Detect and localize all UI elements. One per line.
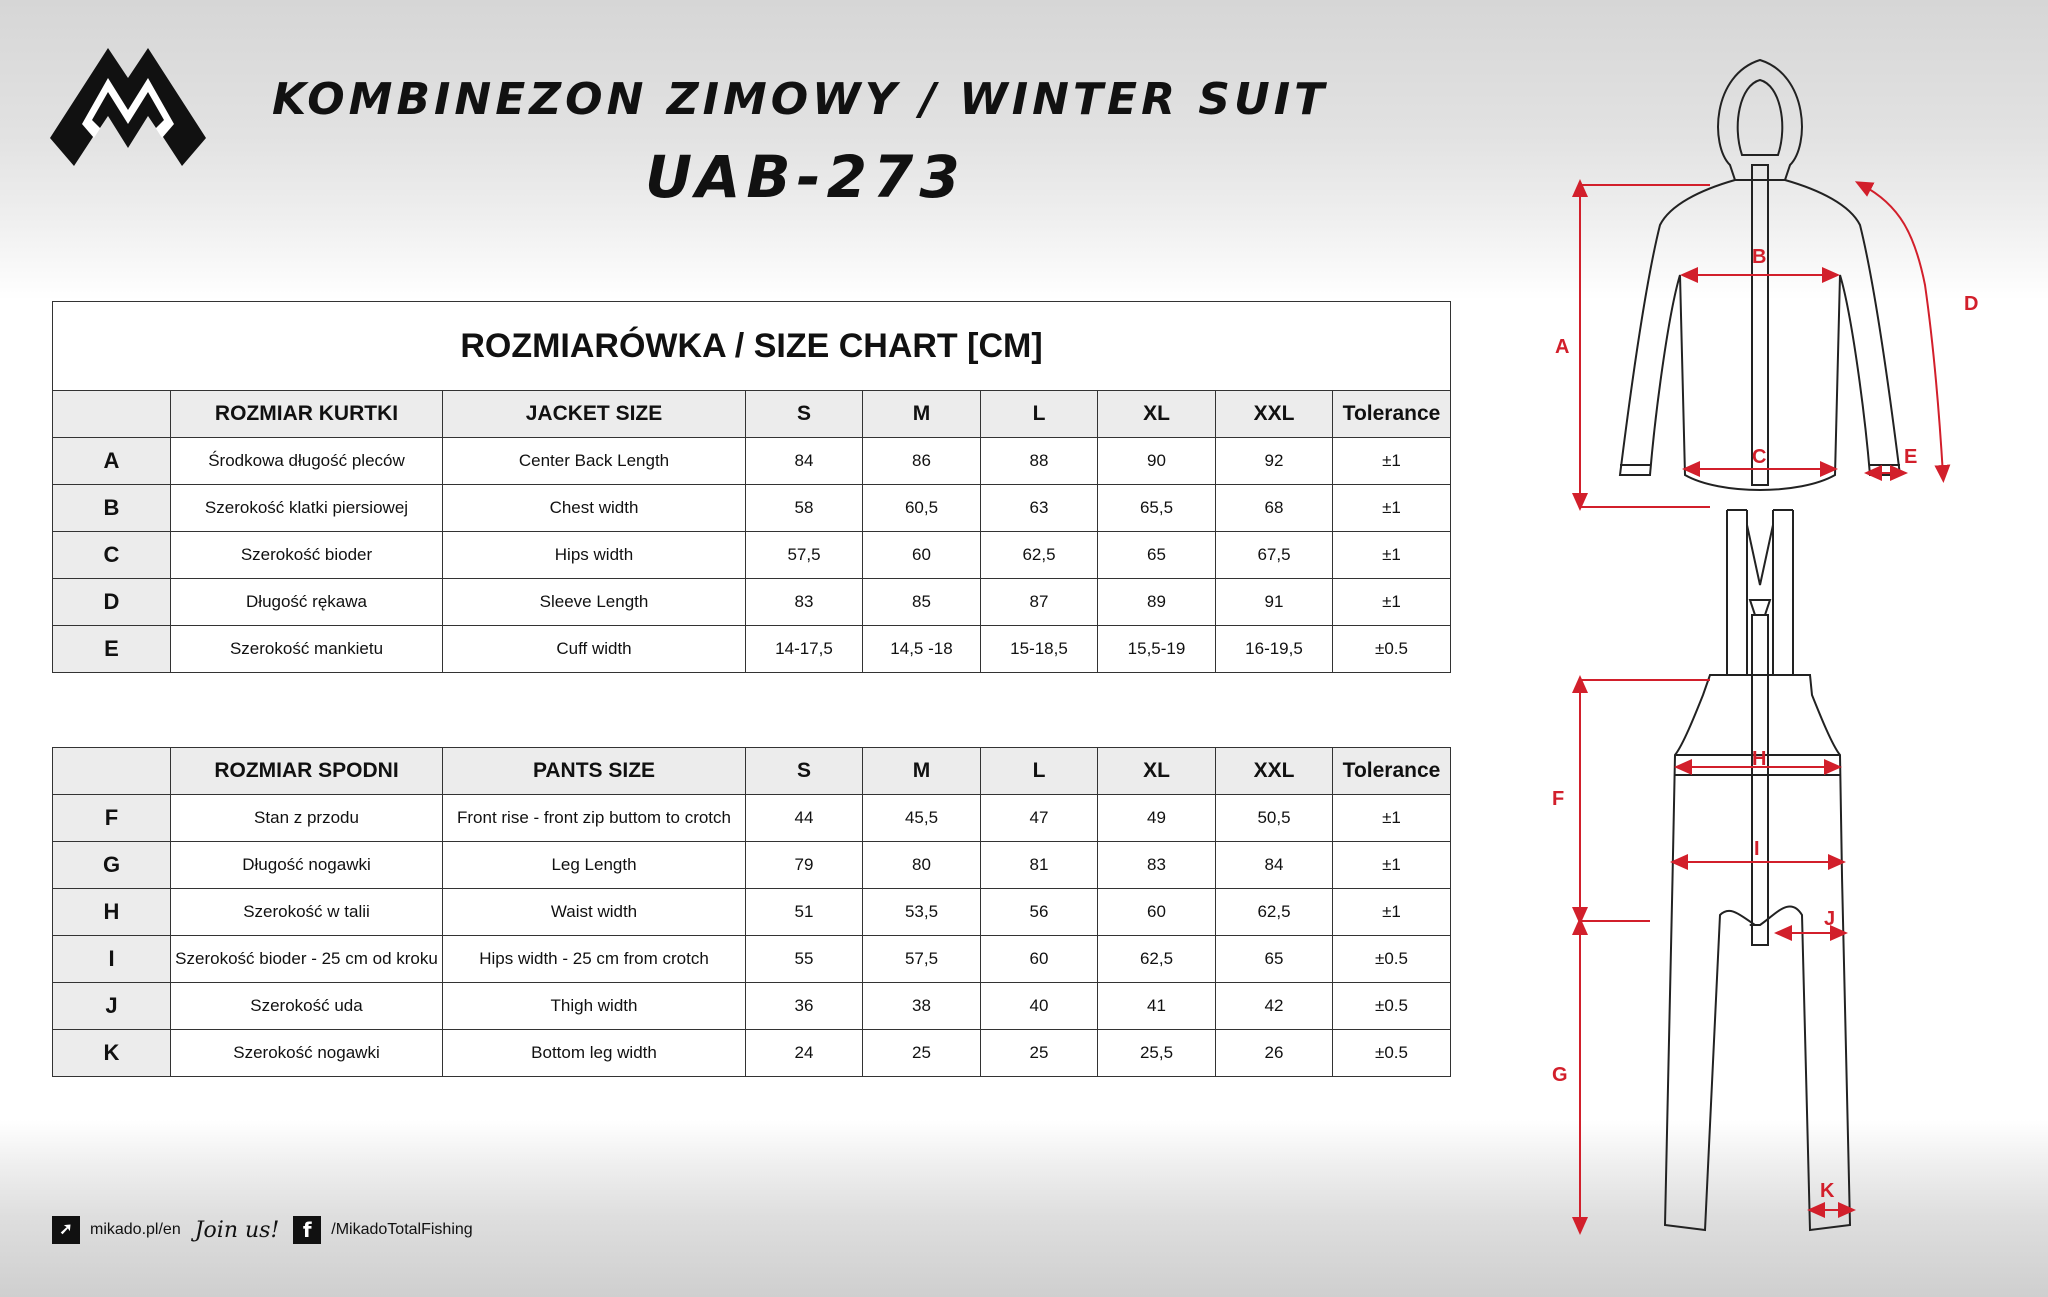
table-cell: 53,5 — [863, 889, 981, 936]
table-cell: 92 — [1216, 438, 1333, 485]
measurement-label: Center Back Length — [443, 438, 746, 485]
row-code: C — [53, 532, 171, 579]
table-cell: 50,5 — [1216, 795, 1333, 842]
table-cell: 60 — [863, 532, 981, 579]
table-row — [53, 983, 1451, 1030]
column-header: Tolerance — [1333, 748, 1451, 795]
table-row — [53, 936, 1451, 983]
table-row — [53, 889, 1451, 936]
table-cell: 84 — [1216, 842, 1333, 889]
label-h: H — [1752, 748, 1767, 770]
measurement-label: Front rise - front zip buttom to crotch — [443, 795, 746, 842]
label-a: A — [1555, 336, 1570, 358]
table-cell: 60 — [1098, 889, 1216, 936]
size-chart-caption: ROZMIARÓWKA / SIZE CHART [CM] — [53, 302, 1451, 391]
model-number: UAB-273 — [645, 143, 966, 211]
column-header: M — [863, 391, 981, 438]
table-cell: 47 — [981, 795, 1098, 842]
table-row — [53, 438, 1451, 485]
slogan: Join us! — [194, 1217, 280, 1243]
table-row — [53, 842, 1451, 889]
measurement-label: Środkowa długość pleców — [171, 438, 443, 485]
column-header: JACKET SIZE — [443, 391, 746, 438]
table-cell: 16-19,5 — [1216, 626, 1333, 673]
table-cell: 36 — [746, 983, 863, 1030]
label-e: E — [1904, 446, 1918, 468]
table-cell: 45,5 — [863, 795, 981, 842]
table-cell: 85 — [863, 579, 981, 626]
table-row — [53, 485, 1451, 532]
table-cell: ±1 — [1333, 438, 1451, 485]
table-cell: 90 — [1098, 438, 1216, 485]
column-header: L — [981, 748, 1098, 795]
facebook-link[interactable]: /MikadoTotalFishing — [331, 1221, 473, 1238]
measurement-label: Hips width — [443, 532, 746, 579]
table-cell: 51 — [746, 889, 863, 936]
table-header-row — [53, 748, 1451, 795]
table-cell: 87 — [981, 579, 1098, 626]
label-i: I — [1754, 838, 1760, 860]
row-code: K — [53, 1030, 171, 1077]
measurement-label: Sleeve Length — [443, 579, 746, 626]
table-cell: ±0.5 — [1333, 983, 1451, 1030]
column-header: ROZMIAR KURTKI — [171, 391, 443, 438]
measurement-lines — [1580, 185, 1943, 1227]
table-cell: 57,5 — [863, 936, 981, 983]
table-cell: 60 — [981, 936, 1098, 983]
measurement-label: Chest width — [443, 485, 746, 532]
table-cell: 38 — [863, 983, 981, 1030]
table-cell: 44 — [746, 795, 863, 842]
table-cell: 84 — [746, 438, 863, 485]
column-header: ROZMIAR SPODNI — [171, 748, 443, 795]
table-cell: 49 — [1098, 795, 1216, 842]
table-cell: ±1 — [1333, 532, 1451, 579]
row-code: E — [53, 626, 171, 673]
column-header: S — [746, 391, 863, 438]
table-cell: 65 — [1098, 532, 1216, 579]
table-cell: 14-17,5 — [746, 626, 863, 673]
column-header: XL — [1098, 391, 1216, 438]
table-cell: 56 — [981, 889, 1098, 936]
measurement-label: Długość nogawki — [171, 842, 443, 889]
pants-outline — [1665, 510, 1850, 1230]
table-cell: ±0.5 — [1333, 1030, 1451, 1077]
facebook-icon[interactable]: f — [293, 1216, 321, 1244]
label-g: G — [1552, 1064, 1568, 1086]
table-cell: 60,5 — [863, 485, 981, 532]
measurement-label: Waist width — [443, 889, 746, 936]
table-cell: 86 — [863, 438, 981, 485]
column-header: Tolerance — [1333, 391, 1451, 438]
table-cell: 62,5 — [1098, 936, 1216, 983]
table-cell: ±1 — [1333, 889, 1451, 936]
table-cell: 65 — [1216, 936, 1333, 983]
row-code: D — [53, 579, 171, 626]
table-cell: 25,5 — [1098, 1030, 1216, 1077]
table-row — [53, 795, 1451, 842]
measurement-label: Szerokość mankietu — [171, 626, 443, 673]
label-b: B — [1752, 246, 1767, 268]
column-header: S — [746, 748, 863, 795]
table-cell: 83 — [746, 579, 863, 626]
label-f: F — [1552, 788, 1565, 810]
column-header: XXL — [1216, 748, 1333, 795]
table-cell: 91 — [1216, 579, 1333, 626]
table-cell: ±0.5 — [1333, 936, 1451, 983]
column-header: M — [863, 748, 981, 795]
label-d: D — [1964, 293, 1979, 315]
measurement-label: Hips width - 25 cm from crotch — [443, 936, 746, 983]
measurement-label: Szerokość uda — [171, 983, 443, 1030]
table-cell: 15,5-19 — [1098, 626, 1216, 673]
row-code: H — [53, 889, 171, 936]
table-header-row — [53, 391, 1451, 438]
measurement-label: Szerokość nogawki — [171, 1030, 443, 1077]
measurement-label: Szerokość w talii — [171, 889, 443, 936]
table-cell: ±1 — [1333, 579, 1451, 626]
table-cell: 79 — [746, 842, 863, 889]
table-cell: 41 — [1098, 983, 1216, 1030]
page-title: KOMBINEZON ZIMOWY / WINTER SUIT — [272, 74, 1329, 125]
table-cell: 57,5 — [746, 532, 863, 579]
table-cell: ±1 — [1333, 842, 1451, 889]
row-code: F — [53, 795, 171, 842]
table-cell: ±1 — [1333, 485, 1451, 532]
table-cell: ±0.5 — [1333, 626, 1451, 673]
measurement-label: Szerokość klatki piersiowej — [171, 485, 443, 532]
table-row — [53, 626, 1451, 673]
table-cell: 15-18,5 — [981, 626, 1098, 673]
table-cell: 80 — [863, 842, 981, 889]
column-header — [53, 391, 171, 438]
table-cell: 68 — [1216, 485, 1333, 532]
measurement-label: Stan z przodu — [171, 795, 443, 842]
jacket-size-table — [52, 301, 1451, 673]
label-c: C — [1752, 446, 1767, 468]
table-cell: 65,5 — [1098, 485, 1216, 532]
table-cell: 67,5 — [1216, 532, 1333, 579]
table-cell: 24 — [746, 1030, 863, 1077]
table-cell: 81 — [981, 842, 1098, 889]
measurement-label: Szerokość bioder — [171, 532, 443, 579]
table-cell: 26 — [1216, 1030, 1333, 1077]
column-header: XL — [1098, 748, 1216, 795]
table-cell: 63 — [981, 485, 1098, 532]
measurement-label: Leg Length — [443, 842, 746, 889]
pants-size-table — [52, 747, 1451, 1077]
table-cell: 83 — [1098, 842, 1216, 889]
table-cell: 25 — [981, 1030, 1098, 1077]
column-header: XXL — [1216, 391, 1333, 438]
website-link[interactable]: mikado.pl/en — [90, 1221, 181, 1238]
table-cell: ±1 — [1333, 795, 1451, 842]
table-cell: 42 — [1216, 983, 1333, 1030]
column-header — [53, 748, 171, 795]
mikado-logo-icon — [50, 48, 206, 166]
row-code: J — [53, 983, 171, 1030]
table-cell: 62,5 — [1216, 889, 1333, 936]
table-cell: 88 — [981, 438, 1098, 485]
table-row — [53, 532, 1451, 579]
table-cell: 62,5 — [981, 532, 1098, 579]
row-code: G — [53, 842, 171, 889]
table-cell: 55 — [746, 936, 863, 983]
column-header: L — [981, 391, 1098, 438]
footer — [52, 1215, 487, 1245]
table-cell: 25 — [863, 1030, 981, 1077]
column-header: PANTS SIZE — [443, 748, 746, 795]
suit-diagram — [1520, 55, 2000, 1255]
measurement-label: Długość rękawa — [171, 579, 443, 626]
table-row — [53, 579, 1451, 626]
row-code: I — [53, 936, 171, 983]
row-code: A — [53, 438, 171, 485]
table-cell: 40 — [981, 983, 1098, 1030]
measurement-label: Szerokość bioder - 25 cm od kroku — [171, 936, 443, 983]
label-j: J — [1824, 908, 1836, 930]
measurement-label: Bottom leg width — [443, 1030, 746, 1077]
table-row — [53, 1030, 1451, 1077]
label-k: K — [1820, 1180, 1835, 1202]
measurement-label: Thigh width — [443, 983, 746, 1030]
measurement-label: Cuff width — [443, 626, 746, 673]
table-cell: 89 — [1098, 579, 1216, 626]
cursor-icon: ➚ — [52, 1216, 80, 1244]
table-cell: 58 — [746, 485, 863, 532]
row-code: B — [53, 485, 171, 532]
table-cell: 14,5 -18 — [863, 626, 981, 673]
